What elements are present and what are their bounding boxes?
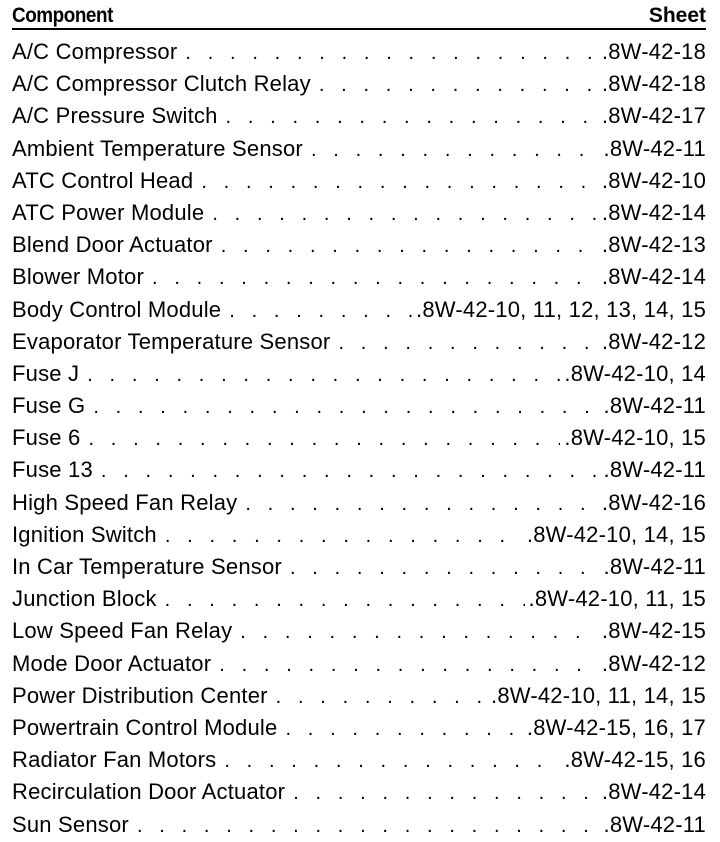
component-name: A/C Pressure Switch [12, 103, 218, 129]
table-row [12, 229, 706, 261]
dot-leader [88, 423, 560, 454]
sheet-reference: .8W-42-15, 16 [564, 747, 706, 773]
sheet-reference: .8W-42-14 [601, 199, 706, 225]
table-row [12, 487, 706, 519]
component-name: High Speed Fan Relay [12, 489, 238, 515]
component-name: Radiator Fan Motors [12, 747, 217, 773]
component-name: Ignition Switch [12, 521, 157, 547]
table-row [12, 712, 706, 744]
sheet-column-header: Sheet [648, 4, 706, 27]
dot-leader [101, 455, 600, 486]
table-row [12, 809, 706, 841]
component-name: Powertrain Control Module [12, 714, 278, 740]
component-name: Fuse 13 [12, 457, 93, 483]
table-row [12, 519, 706, 551]
dot-leader [219, 649, 598, 680]
component-index-table [12, 4, 706, 841]
component-name: ATC Control Head [12, 167, 194, 193]
component-column-header: Component [12, 4, 113, 27]
dot-leader [290, 552, 600, 583]
component-name: Power Distribution Center [12, 682, 268, 708]
table-row [12, 294, 706, 326]
dot-leader [319, 69, 598, 100]
table-row [12, 551, 706, 583]
dot-leader [87, 359, 560, 390]
table-body [12, 36, 706, 841]
table-row [12, 615, 706, 647]
sheet-reference: .8W-42-11 [603, 554, 706, 579]
table-row [12, 68, 706, 100]
sheet-reference: .8W-42-10, 14 [564, 360, 706, 386]
component-name: A/C Compressor [12, 39, 178, 64]
component-name: Low Speed Fan Relay [12, 618, 233, 644]
dot-leader [293, 777, 598, 808]
sheet-reference: .8W-42-17 [601, 103, 706, 129]
component-name: Recirculation Door Actuator [12, 779, 286, 805]
sheet-reference: .8W-42-10, 11, 14, 15 [491, 682, 706, 708]
dot-leader [224, 745, 560, 776]
sheet-reference: .8W-42-12 [601, 650, 706, 676]
sheet-reference: .8W-42-11 [603, 811, 706, 837]
dot-leader [212, 198, 598, 229]
table-header [12, 4, 706, 30]
table-row [12, 390, 706, 422]
component-name: Blend Door Actuator [12, 232, 213, 258]
dot-leader [338, 327, 597, 358]
table-row [12, 454, 706, 486]
dot-leader [93, 391, 599, 422]
dot-leader [311, 134, 600, 165]
sheet-reference: .8W-42-13 [601, 232, 706, 258]
component-name: Junction Block [12, 586, 157, 612]
component-name: ATC Power Module [12, 199, 205, 225]
dot-leader [226, 101, 598, 132]
sheet-reference: .8W-42-18 [601, 71, 706, 97]
dot-leader [240, 616, 598, 647]
dot-leader [285, 713, 522, 744]
table-row [12, 358, 706, 390]
component-name: In Car Temperature Sensor [12, 554, 282, 579]
table-row [12, 744, 706, 776]
table-row [12, 197, 706, 229]
sheet-reference: .8W-42-14 [601, 264, 706, 290]
table-row [12, 100, 706, 132]
component-name: Blower Motor [12, 264, 144, 290]
sheet-reference: .8W-42-10, 15 [564, 425, 706, 451]
sheet-reference: .8W-42-12 [601, 328, 706, 354]
component-name: Ambient Temperature Sensor [12, 135, 303, 161]
sheet-reference: .8W-42-15, 16, 17 [526, 714, 706, 740]
sheet-reference: .8W-42-14 [601, 779, 706, 805]
dot-leader [152, 262, 598, 293]
component-name: Fuse G [12, 393, 86, 419]
table-row [12, 648, 706, 680]
dot-leader [245, 488, 598, 519]
sheet-reference: .8W-42-11 [603, 135, 706, 161]
table-row [12, 583, 706, 615]
sheet-reference: .8W-42-16 [601, 489, 706, 515]
table-row [12, 165, 706, 197]
sheet-reference: .8W-42-11 [603, 393, 706, 419]
dot-leader [201, 166, 598, 197]
sheet-reference: .8W-42-10, 11, 15 [528, 586, 706, 612]
sheet-reference: .8W-42-10, 11, 12, 13, 14, 15 [416, 296, 706, 322]
sheet-reference: .8W-42-11 [603, 457, 706, 483]
component-name: Body Control Module [12, 296, 222, 322]
sheet-reference: .8W-42-18 [601, 39, 706, 64]
table-row [12, 776, 706, 808]
table-row [12, 422, 706, 454]
dot-leader [276, 681, 487, 712]
dot-leader [185, 37, 597, 68]
component-name: A/C Compressor Clutch Relay [12, 71, 311, 97]
component-name: Sun Sensor [12, 811, 129, 837]
table-row [12, 680, 706, 712]
dot-leader [221, 230, 598, 261]
table-row [12, 133, 706, 165]
sheet-reference: .8W-42-10, 14, 15 [526, 521, 706, 547]
sheet-reference: .8W-42-10 [601, 167, 706, 193]
dot-leader [229, 295, 412, 326]
table-row [12, 261, 706, 293]
component-name: Mode Door Actuator [12, 650, 212, 676]
component-name: Fuse 6 [12, 425, 81, 451]
dot-leader [137, 810, 600, 841]
table-row [12, 326, 706, 358]
component-name: Evaporator Temperature Sensor [12, 328, 331, 354]
dot-leader [165, 584, 525, 615]
table-row [12, 36, 706, 68]
dot-leader [165, 520, 523, 551]
component-name: Fuse J [12, 360, 80, 386]
sheet-reference: .8W-42-15 [601, 618, 706, 644]
